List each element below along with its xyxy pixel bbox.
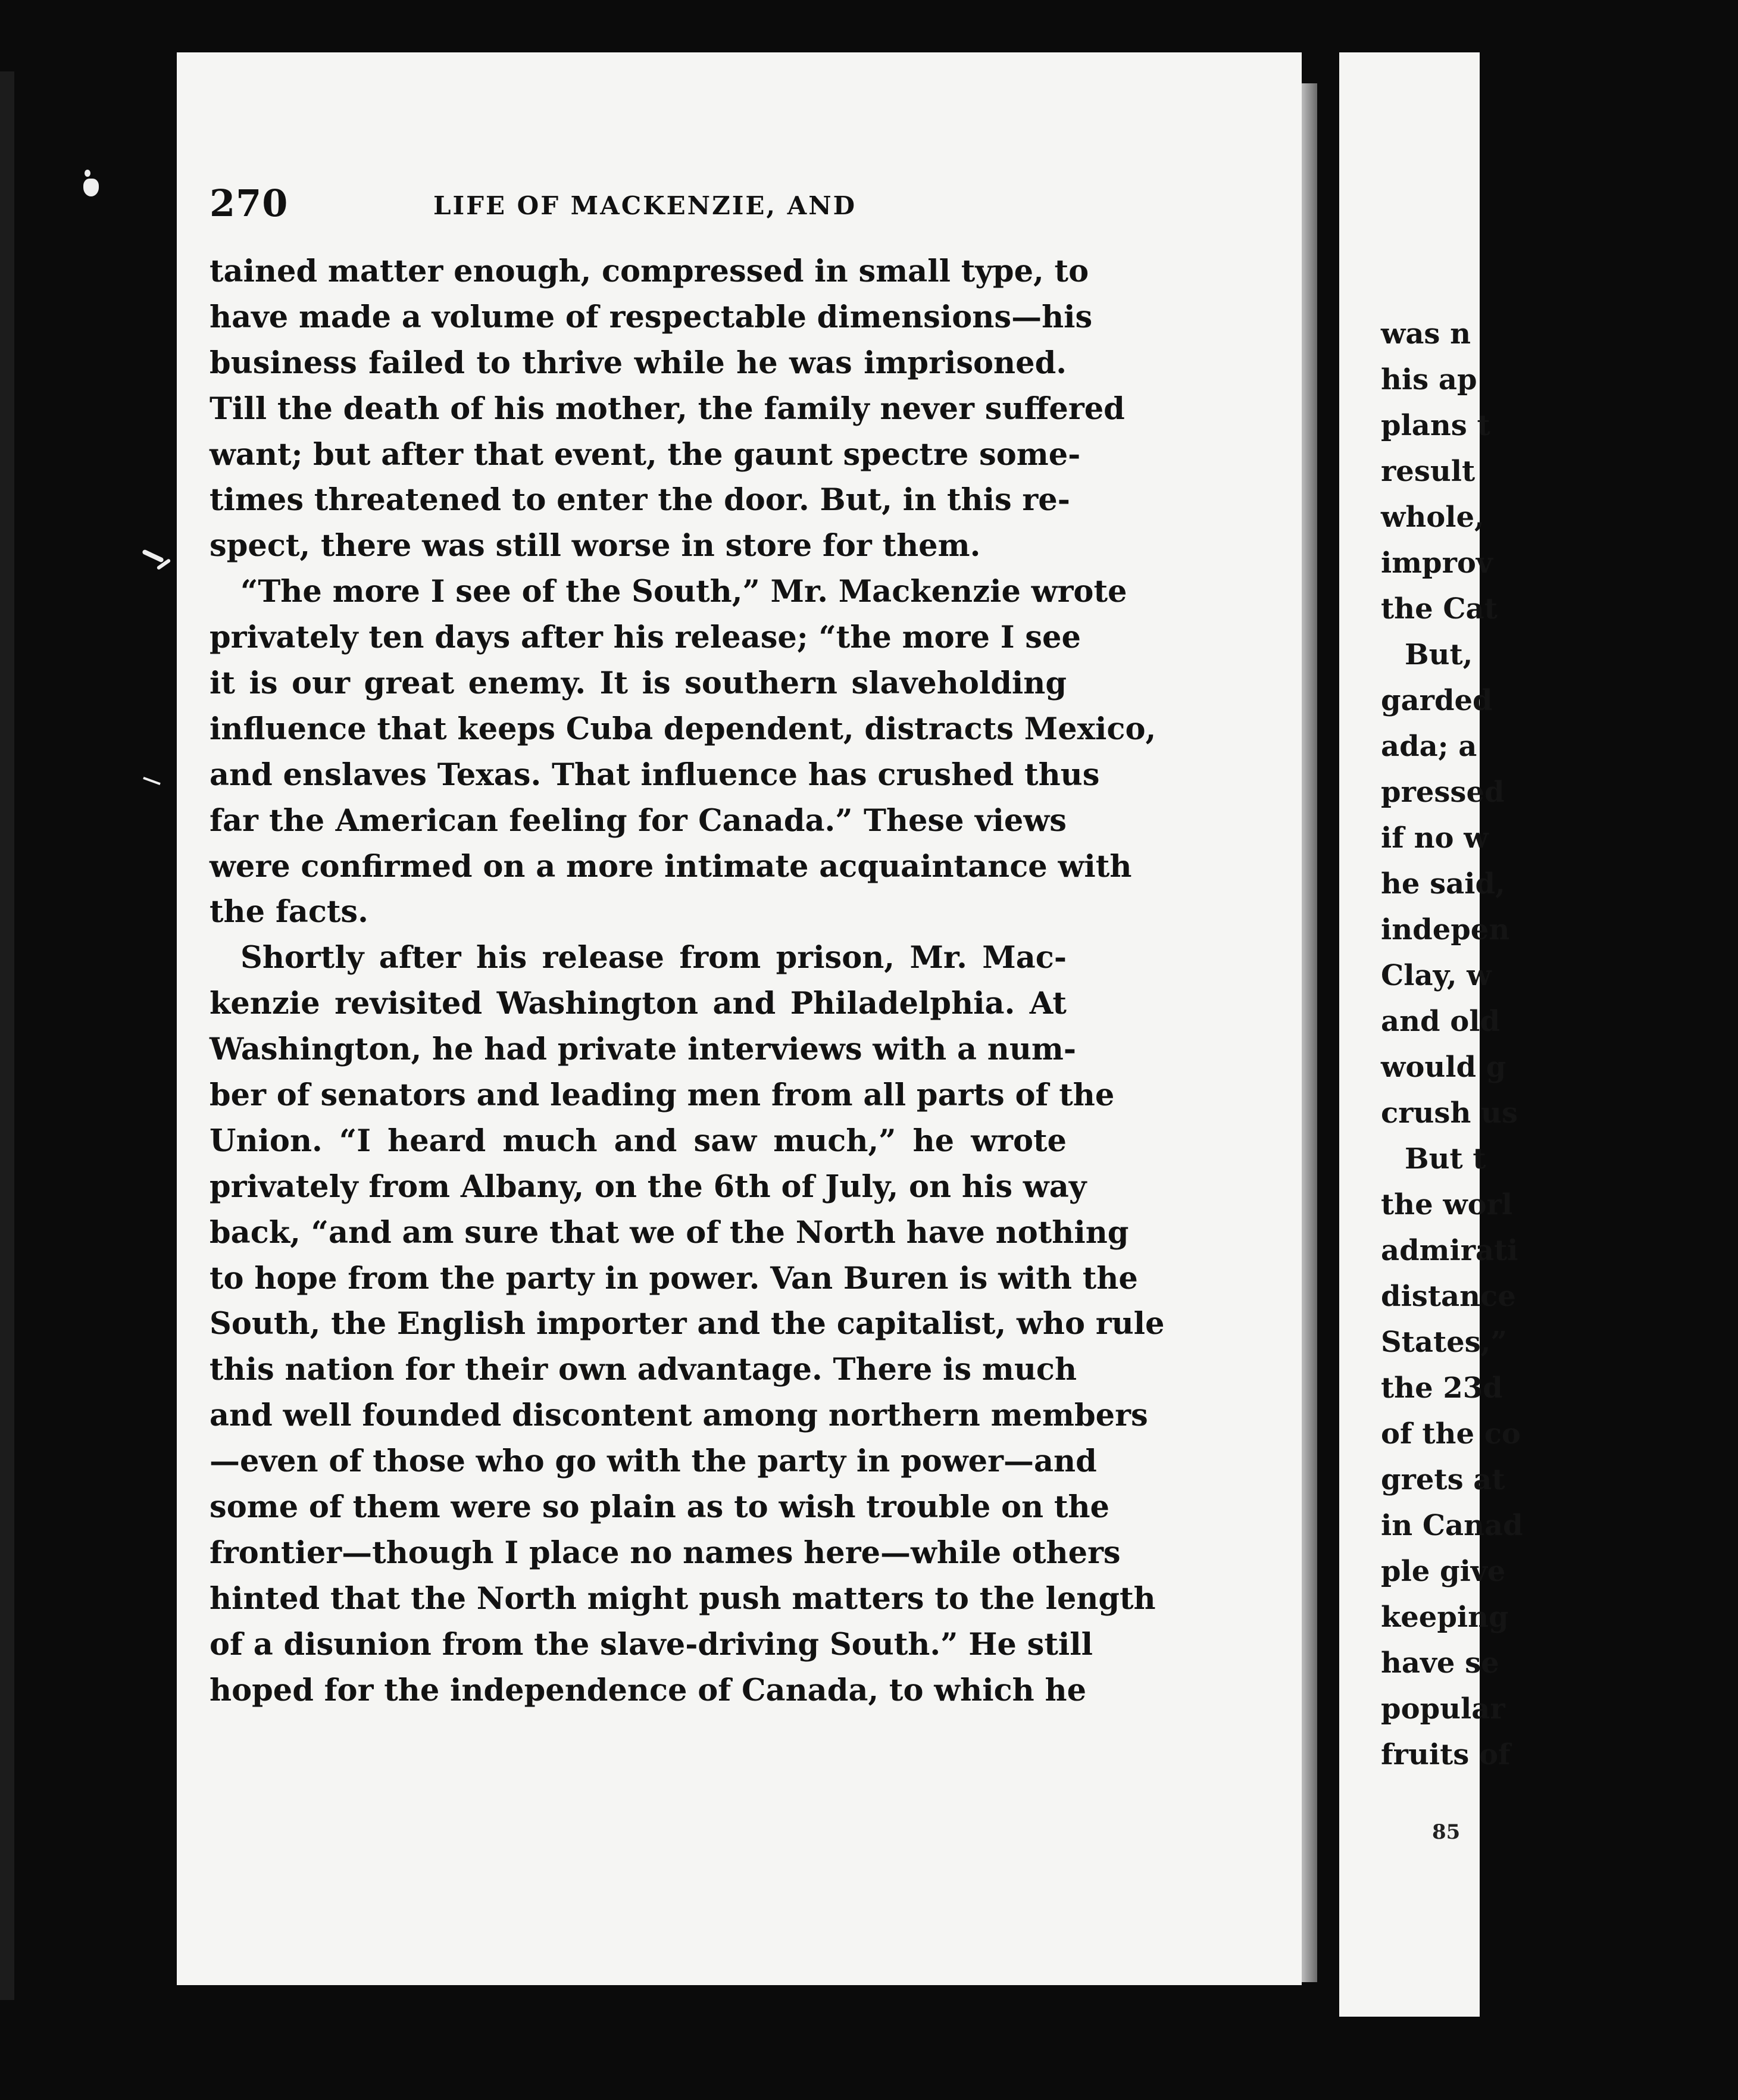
text-line: hinted that the North might push matters to the length: [210, 1580, 1156, 1617]
facing-line: whole,: [1381, 501, 1484, 534]
facing-line: result: [1381, 455, 1476, 488]
facing-line: improv: [1381, 546, 1493, 580]
facing-line: ple give: [1381, 1555, 1506, 1588]
facing-line: have se: [1381, 1646, 1499, 1680]
facing-line: admirati: [1381, 1234, 1518, 1267]
text-line: and well founded discontent among northern members: [210, 1398, 1148, 1434]
text-line: far the American feeling for Canada.” These views: [210, 802, 1067, 839]
page-number: 270: [210, 182, 289, 225]
facing-line: would g: [1381, 1051, 1506, 1084]
running-head: LIFE OF MACKENZIE, AND: [433, 191, 857, 220]
text-line: Washington, he had private interviews with a num-: [210, 1032, 1077, 1068]
text-line: ber of senators and leading men from all parts of the: [210, 1077, 1115, 1114]
text-line: have made a volume of respectable dimensions—his: [210, 299, 1093, 335]
facing-line: indepen: [1381, 913, 1510, 946]
text-line: times threatened to enter the door. But, in this re-: [210, 482, 1070, 518]
scan-edge-strip: [0, 71, 14, 2000]
body-text: [210, 249, 1165, 1714]
text-line: frontier—though I place no names here—while others: [210, 1535, 1121, 1571]
facing-line: grets at: [1381, 1463, 1505, 1496]
text-line: privately ten days after his release; “the more I see: [210, 620, 1081, 656]
text-line: of a disunion from the slave-driving South.” He still: [210, 1626, 1093, 1662]
facing-line: States,”: [1381, 1326, 1507, 1359]
text-line: —even of those who go with the party in power—and: [210, 1443, 1097, 1480]
text-line: spect, there was still worse in store for them.: [210, 528, 981, 564]
text-line: and enslaves Texas. That influence has crushed thus: [210, 757, 1100, 793]
text-line: back, “and am sure that we of the North have nothing: [210, 1214, 1129, 1251]
facing-line: his ap: [1381, 363, 1477, 396]
facing-line: But,: [1405, 638, 1473, 671]
facing-line: garded: [1381, 684, 1493, 717]
facing-page: [1339, 52, 1523, 2017]
text-line: privately from Albany, on the 6th of July, on his way: [210, 1168, 1087, 1205]
text-line: hoped for the independence of Canada, to which he: [210, 1672, 1087, 1708]
text-line: were confirmed on a more intimate acquaintance with: [210, 848, 1132, 885]
facing-line: pressed: [1381, 776, 1505, 809]
page-gutter-shadow: [1302, 83, 1317, 1982]
scan-speck: [83, 179, 99, 196]
text-line: Union. “I heard much and saw much,” he wrote: [210, 1123, 1067, 1159]
page-header: [210, 182, 1043, 229]
signature-mark: 85: [1432, 1820, 1461, 1844]
facing-line: and old: [1381, 1005, 1501, 1038]
facing-line: keeping: [1381, 1601, 1509, 1634]
facing-line: Clay, w: [1381, 959, 1492, 992]
facing-line: popular: [1381, 1692, 1505, 1726]
scan-speck: [143, 777, 161, 785]
facing-line: the worl: [1381, 1188, 1513, 1221]
facing-line: crush us: [1381, 1096, 1518, 1130]
facing-line: distance: [1381, 1280, 1516, 1313]
facing-line: But t: [1405, 1142, 1486, 1176]
text-line: Shortly after his release from prison, Mr. Mac-: [240, 940, 1067, 976]
text-line: some of them were so plain as to wish trouble on the: [210, 1489, 1109, 1526]
scan-speck: [85, 170, 90, 177]
text-line: kenzie revisited Washington and Philadelphia. At: [210, 986, 1067, 1022]
text-line: Till the death of his mother, the family never suffered: [210, 390, 1125, 427]
facing-page-text: [1381, 311, 1738, 1778]
text-line: tained matter enough, compressed in small type, to: [210, 254, 1089, 289]
facing-line: the Cat: [1381, 592, 1498, 626]
facing-line: fruits of: [1381, 1738, 1511, 1771]
text-line: it is our great enemy. It is southern slaveholding: [210, 665, 1067, 702]
text-line: the facts.: [210, 894, 368, 930]
facing-line: of the co: [1381, 1417, 1521, 1451]
facing-line: if no w: [1381, 821, 1489, 855]
scan-speck: [142, 549, 164, 562]
text-line: “The more I see of the South,” Mr. Mackenzie wrote: [240, 574, 1127, 610]
text-line: to hope from the party in power. Van Buren is with the: [210, 1260, 1138, 1296]
facing-line: he said,: [1381, 867, 1505, 901]
text-line: want; but after that event, the gaunt spectre some-: [210, 436, 1081, 473]
facing-line: the 23d: [1381, 1371, 1503, 1405]
text-line: South, the English importer and the capitalist, who rule: [210, 1306, 1165, 1342]
text-line: influence that keeps Cuba dependent, distracts Mexico,: [210, 711, 1156, 747]
facing-line: was n: [1381, 317, 1471, 351]
facing-line: in Canad: [1381, 1509, 1523, 1542]
facing-line: ada; a: [1381, 730, 1477, 763]
text-line: business failed to thrive while he was imprisoned.: [210, 345, 1067, 381]
facing-line: plans t: [1381, 409, 1490, 442]
text-line: this nation for their own advantage. There is much: [210, 1352, 1077, 1388]
